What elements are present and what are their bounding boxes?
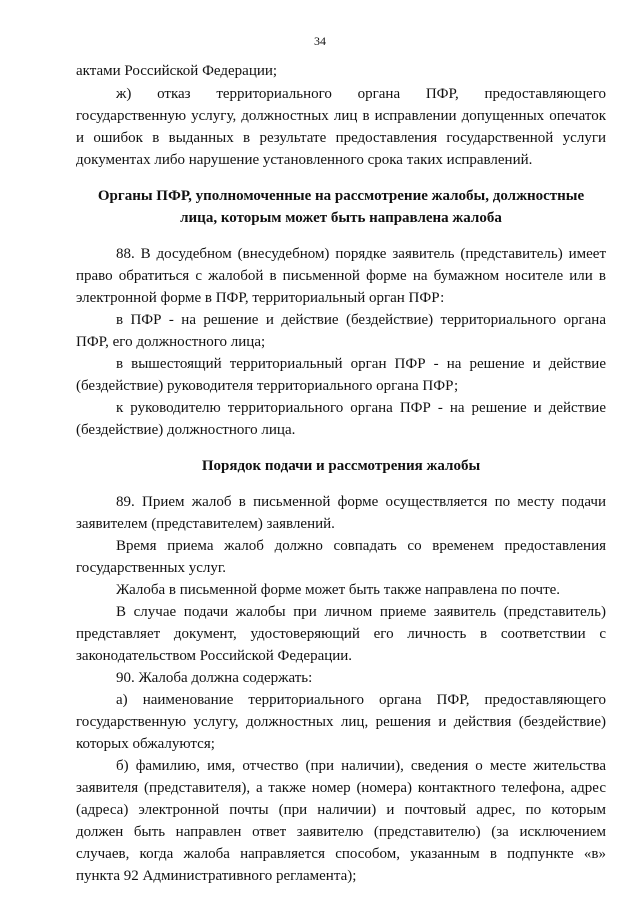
text-line: 90. Жалоба должна содержать: [116, 670, 313, 686]
text-line: 89. Прием жалоб в письменной форме осуществляется по месту подачи [116, 494, 606, 510]
text-line: пункта 92 Административного регламента); [76, 868, 357, 884]
text-line: в ПФР - на решение и действие (бездействие) территориального органа [116, 312, 606, 328]
section-heading: Органы ПФР, уполномоченные на рассмотрение жалобы, должностные [97, 188, 585, 204]
text-line: государственных услуг. [76, 560, 227, 576]
text-line: В случае подачи жалобы при личном приеме заявитель (представитель) [116, 604, 606, 620]
text-line: ПФР, его должностного лица; [76, 334, 266, 350]
section-heading: лица, которым может быть направлена жалоба [180, 210, 502, 226]
text-line: актами Российской Федерации; [76, 63, 278, 79]
text-line: заявителем (представителем) заявлений. [76, 516, 335, 532]
text-line: право обратиться с жалобой в письменной форме на бумажном носителе или в [76, 268, 606, 284]
text-line: (бездействие) должностного лица. [76, 422, 296, 438]
section-heading: Порядок подачи и рассмотрения жалобы [201, 458, 481, 474]
text-line: государственную услугу, должностных лиц, решения и действия (бездействие) [76, 714, 606, 730]
text-line: а) наименование территориального органа ПФР, предоставляющего [116, 692, 606, 708]
text-line: случаев, когда жалоба направляется способом, указанным в подпункте «в» [76, 846, 606, 862]
page-number: 34 [314, 34, 326, 48]
text-line: ж) отказ территориального органа ПФР, предоставляющего [116, 86, 606, 102]
text-line: представляет документ, удостоверяющий его личность в соответствии с [76, 626, 606, 642]
text-line: электронной форме в ПФР, территориальный орган ПФР: [76, 290, 445, 306]
text-line: и ошибок в выданных в результате предоставления государственной услуги [76, 130, 606, 146]
text-line: 88. В досудебном (внесудебном) порядке заявитель (представитель) имеет [116, 246, 606, 262]
text-line: в вышестоящий территориальный орган ПФР - на решение и действие [116, 356, 606, 372]
text-line: б) фамилию, имя, отчество (при наличии), сведения о месте жительства [116, 758, 606, 774]
text-line: должен быть направлен ответ заявителю (представителю) (за исключением [76, 824, 606, 840]
text-line: Жалоба в письменной форме может быть также направлена по почте. [116, 582, 561, 598]
text-line: документах либо нарушение установленного срока таких исправлений. [76, 152, 533, 168]
text-line: Время приема жалоб должно совпадать со временем предоставления [116, 538, 606, 554]
text-line: заявителя (представителя), а также номер (номера) контактного телефона, адрес [76, 780, 606, 796]
text-line: которых обжалуются; [76, 736, 215, 752]
text-line: законодательством Российской Федерации. [76, 648, 353, 664]
text-line: (адреса) электронной почты (при наличии) и почтовый адрес, по которым [76, 802, 606, 818]
text-line: (бездействие) руководителя территориального органа ПФР; [76, 378, 459, 394]
text-line: к руководителю территориального органа ПФР - на решение и действие [116, 400, 606, 416]
text-line: государственную услугу, должностных лиц в исправлении допущенных опечаток [76, 108, 606, 124]
